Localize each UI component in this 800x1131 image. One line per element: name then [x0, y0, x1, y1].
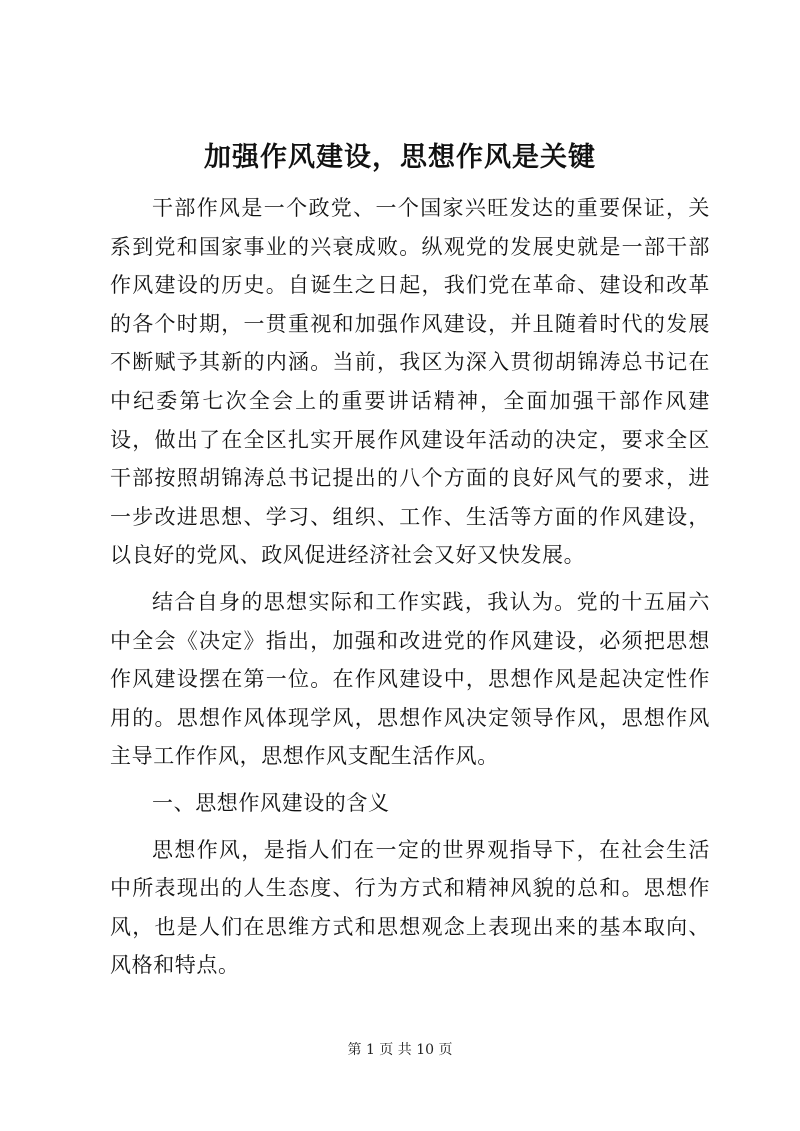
- document-title: 加强作风建设，思想作风是关键: [204, 142, 596, 173]
- document-body: [110, 189, 710, 985]
- page-number-footer: 第 1 页 共 10 页: [347, 1042, 453, 1058]
- paragraph-reflection: 结合自身的思想实际和工作实践，我认为。党的十五届六中全会《决定》指出，加强和改进党的作风建设，必须把思想作风建设摆在第一位。在作风建设中，思想作风是起决定性作用的。思想作风体现学风，思想作风决定领导作风，思想作风主导工作作风，思想作风支配生活作风。: [110, 589, 710, 769]
- section-heading: 一、思想作风建设的含义: [152, 790, 390, 815]
- paragraph-definition: 思想作风，是指人们在一定的世界观指导下，在社会生活中所表现出的人生态度、行为方式和精神风貌的总和。思想作风，也是人们在思维方式和思想观念上表现出来的基本取向、风格和特点。: [110, 837, 710, 978]
- paragraph-intro: 干部作风是一个政党、一个国家兴旺发达的重要保证，关系到党和国家事业的兴衰成败。纵观党的发展史就是一部干部作风建设的历史。自诞生之日起，我们党在革命、建设和改革的各个时期，一贯重视和加强作风建设，并且随着时代的发展不断赋予其新的内涵。当前，我区为深入贯彻胡锦涛总书记在中纪委第七次全会上的重要讲话精神，全面加强干部作风建设，做出了在全区扎实开展作风建设年活动的决定，要求全区干部按照胡锦涛总书记提出的八个方面的良好风气的要求，进一步改进思想、学习、组织、工作、生活等方面的作风建设，以良好的党风、政风促进经济社会又好又快发展。: [110, 196, 710, 568]
